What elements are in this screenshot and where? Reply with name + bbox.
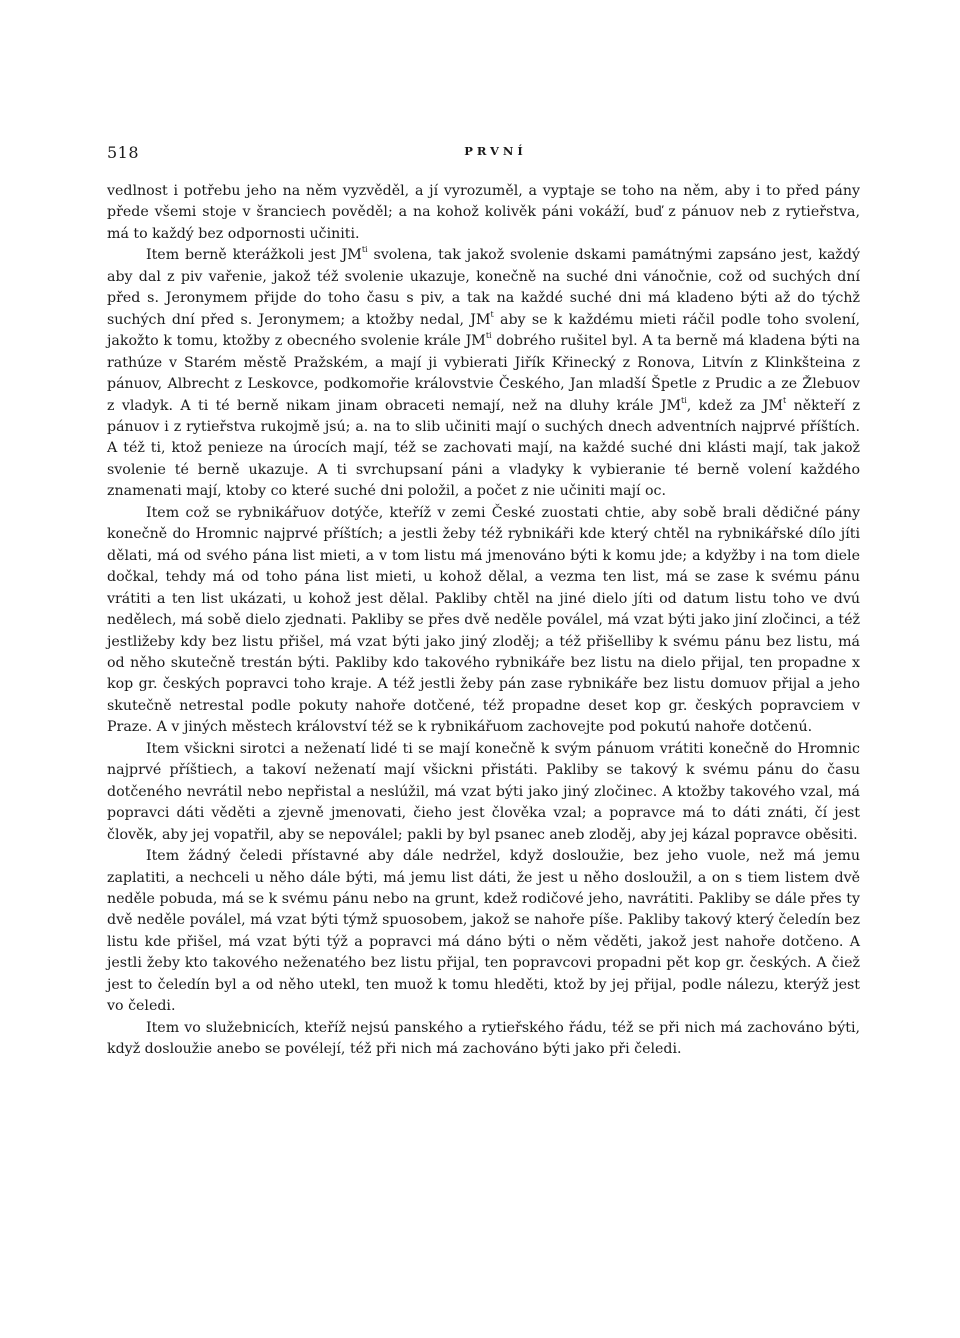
superscript-abbreviation: ti xyxy=(680,395,687,405)
paragraph: Item což se rybnikářuov dotýče, kteříž v zemi České zuostati chtie, aby sobě brali dědičné pány konečně do Hromnic najprvé příštích; a jestli žeby též rybnikáři kde který chtěl na rybnikářské dílo jíti dělati, má od svého pána list mieti, a v tom listu má jmenováno býti k komu jde; a kdyžby i na tom diele dočkal, tehdy má od toho pána list mieti, u kohož dělal, a vezma ten list, má se zase k svému pánu vrátiti a ten list ukázati, u kohož jest dělal. Pakliby chtěl na jiné dielo jíti od datum listu toho ve dvú nedělech, má sobě dielo zjednati. Pakliby se přes dvě neděle poválel, má vzat býti jako jiní zločinci, a též jestližeby kdy bez listu přišel, má vzat býti jako jiný zloděj; a též přišelliby k svému pánu bez listu, má od něho skutečně trestán býti. Pakliby kdo takového rybnikáře bez listu na dielo přijal, ten propadne x kop gr. českých popravci toho kraje. A též jestli žeby pán zase rybnikáře bez listu domuov přijal a jeho skutečně netrestal podle pokuty nahoře dotčené, též propadne deset kop gr. českých popravciem v Praze. A v jiných městech království též se k rybnikářuom zachovejte pod pokutú nahoře dotčenú. xyxy=(107,504,860,736)
text-run: někteří z pánuov i z rytieřstva rukojmě jsú; a. na to slib učiniti mají o suchých dnech adventních najprvé příštích. A též ti, ktož penieze na úrocích mají, též se zachovati mají, na každé suché dni klásti mají, tak jakož svolenie té berně ukazuje. A ti svrchupsaní páni a vladyky k vybieranie té berně volení každého znamenati mají, ktoby co které suché dni položil, a počet z nie učiniti mají oc. xyxy=(107,397,860,500)
superscript-abbreviation: ti xyxy=(361,245,368,255)
page-header xyxy=(107,143,860,165)
text-run: aby se k každému mieti ráčil podle toho svolení, jakožto k tomu, ktožby z obecného svolenie krále JM xyxy=(107,311,861,350)
paragraph: Item vo služebnicích, kteříž nejsú panského a rytieřského řádu, též se při nich má zachováno býti, když dosloužie anebo se povélejí, též při nich má zachováno býti jako při čeledi. xyxy=(107,1019,860,1058)
superscript-abbreviation: t xyxy=(490,309,494,319)
paragraph xyxy=(107,245,860,502)
page-number: 518 xyxy=(107,143,140,162)
text-run: dobrého rušitel byl. A ta berně má kladena býti na rathúze v Starém městě Pražském, a mají ji vybierati Jiřík Křinecký z Ronova, Litvín z Klinkšteina z pánuov, Albrecht z Leskovce, podkomořie královstvie Českého, Jan mladší Špetle z Prudic a ze Žlebuov z vladyk. A ti té berně nikam jinam obraceti nemají, než na dluhy krále JM xyxy=(107,333,860,414)
superscript-abbreviation: t xyxy=(783,395,787,405)
text-run: , kdež za JM xyxy=(686,397,784,414)
text-body xyxy=(107,181,860,1061)
text-run: svolena, tak jakož svolenie dskami památnými zapsáno jest, každý aby dal z piv vařenie, jakož též svolenie ukazuje, konečně na suché dni vánočnie, což od suchých dní před s. Jeronymem přijde do toho času s piv, a tak na každé suché dni má kladeno býti až do týchž suchých dní před s. Jeronymem; a ktožby nedal, JM xyxy=(107,247,860,328)
running-head: PRVNÍ xyxy=(464,144,527,158)
text-run: Item berně kterážkoli jest JM xyxy=(146,247,362,264)
paragraph: Item žádný čeledi přístavné aby dále nedržel, když dosloužie, bez jeho vuole, než má jemu zaplatiti, a nechceli u něho dále býti, má jemu list dáti, že jest u něho dosloužil, a on s tiem listem dvě neděle pobuda, má se k svému pánu nebo na grunt, kdež rodičové jeho, navrátiti. Pakliby se dále přes ty dvě neděle poválel, má vzat býti týmž spuosobem, jakož se nahoře píše. Pakliby takový který čeledín bez listu kde přišel, má vzat býti týž a popravci má dáno býti o něm věděti, jakož jest nahoře dotčeno. A jestli žeby kto takového neženatého bez listu přijal, ten popravcovi propadni pět kop gr. českých. A čiež jest to čeledín byl a od něho utekl, ten muož k tomu hleděti, ktož by jej přijal, podle nálezu, kterýž jest vo čeledi. xyxy=(107,848,860,1015)
paragraph: Item všickni sirotci a neženatí lidé ti se mají konečně k svým pánuom vrátiti konečně do Hromnic najprvé příštiech, a takoví neženatí mají všickni přistáti. Pakliby se takový k svému pánu do času dotčeného nevrátil nebo nepřistal a neslúžil, má vzat býti jako jiný zločinec. A ktožby takového vzal, má popravci dáti věděti a zjevně jmenovati, čieho jest člověka vzal; a popravce má to dáti znáti, čí jest člověk, aby jej vopatřil, aby se nepoválel; pakli by byl psanec aneb zloděj, aby jej kázal popravce oběsiti. xyxy=(107,740,860,843)
paragraph: vedlnost i potřebu jeho na něm vyzvěděl, a jí vyrozuměl, a vyptaje se toho na něm, aby i to před pány přede všemi stoje v šranciech pověděl; a na kohož kolivěk páni vokáží, buď z pánuov neb z rytieřstva, má to každý bez odpornosti učiniti. xyxy=(107,183,860,242)
superscript-abbreviation: ti xyxy=(485,331,492,341)
